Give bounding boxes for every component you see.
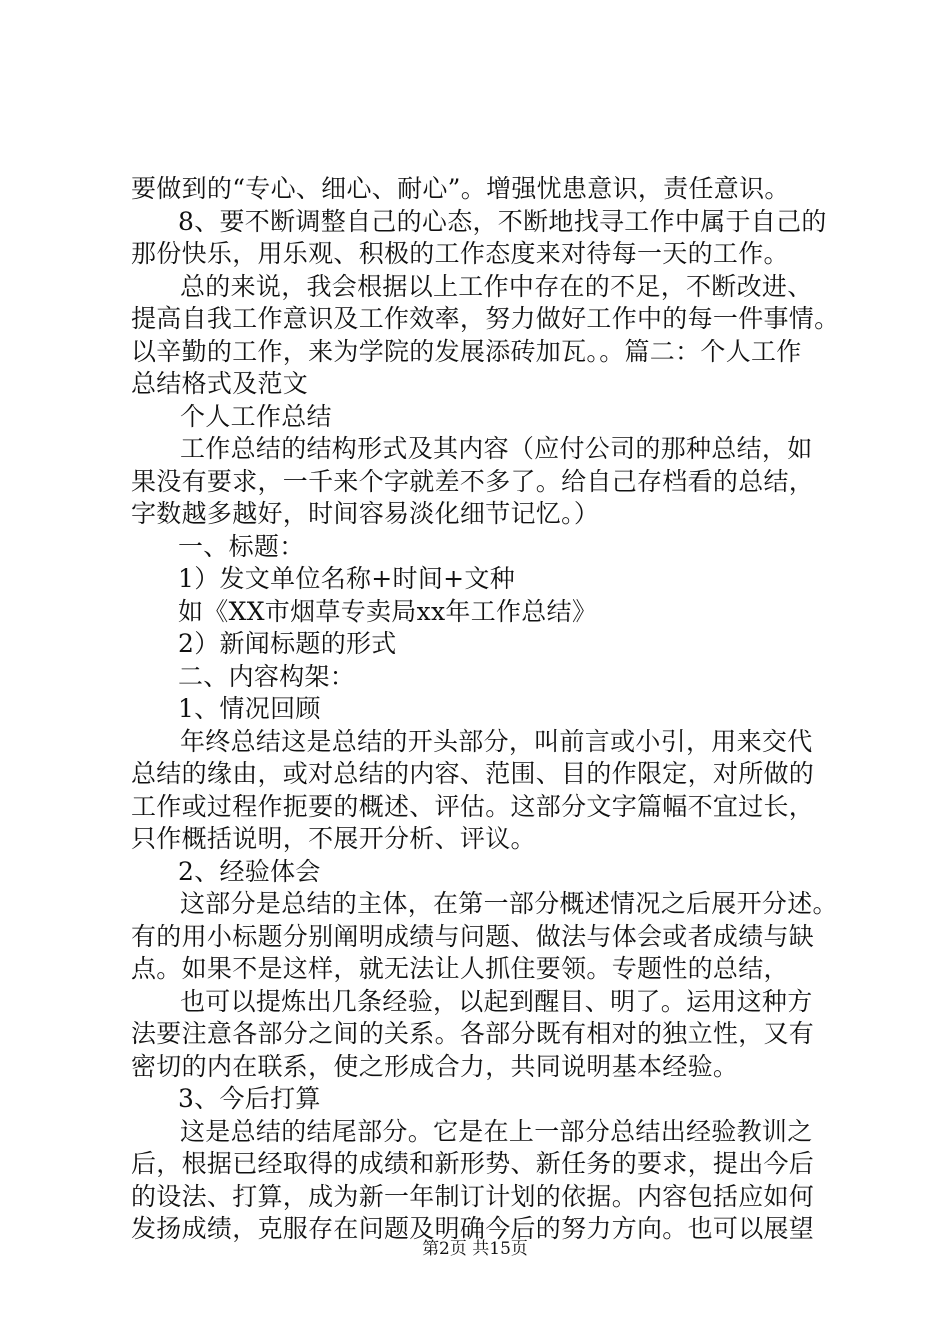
subsection-heading: 3、今后打算 [178,1084,321,1113]
text-line: 要做到的“专心、细心、耐心”。增强忧患意识，责任意识。 [131,174,790,203]
text-line: 点。如果不是这样，就无法让人抓住要领。专题性的总结， [131,954,789,983]
text-line: 字数越多越好，时间容易淡化细节记忆。） [131,499,600,528]
section-heading: 一、标题： [178,532,305,561]
text-line: 总结格式及范文 [131,369,309,398]
text-line: 工作总结的结构形式及其内容（应付公司的那种总结，如 [180,434,813,463]
text-line: 后，根据已经取得的成绩和新形势、新任务的要求，提出今后 [131,1149,815,1178]
text-line: 提高自我工作意识及工作效率，努力做好工作中的每一件事情。 [131,304,840,333]
section-heading: 二、内容构架： [178,662,356,691]
text-line: 总结的缘由，或对总结的内容、范围、目的作限定，对所做的 [131,759,815,788]
text-line: 2）新闻标题的形式 [178,629,397,658]
text-line: 的设法、打算，成为新一年制订计划的依据。内容包括应如何 [131,1182,815,1211]
text-line: 这是总结的结尾部分。它是在上一部分总结出经验教训之 [180,1117,813,1146]
page-number-footer: 第2页 共15页 [422,1239,528,1259]
subsection-heading: 1、情况回顾 [178,694,321,723]
text-line: 8、要不断调整自己的心态，不断地找寻工作中属于自己的 [178,207,827,236]
text-line: 也可以提炼出几条经验，以起到醒目、明了。运用这种方 [180,987,813,1016]
text-line: 这部分是总结的主体，在第一部分概述情况之后展开分述。 [180,889,838,918]
text-line: 年终总结这是总结的开头部分，叫前言或小引，用来交代 [180,727,813,756]
text-line: 果没有要求，一千来个字就差不多了。给自己存档看的总结， [131,467,815,496]
text-line: 1）发文单位名称+时间+文种 [178,564,516,593]
text-line: 只作概括说明，不展开分析、评议。 [131,824,536,853]
subsection-heading: 2、经验体会 [178,857,321,886]
text-line: 法要注意各部分之间的关系。各部分既有相对的独立性，又有 [131,1019,815,1048]
text-line: 工作或过程作扼要的概述、评估。这部分文字篇幅不宜过长， [131,792,815,821]
section-heading: 个人工作总结 [180,402,332,431]
text-line: 有的用小标题分别阐明成绩与问题、做法与体会或者成绩与缺 [131,922,815,951]
text-line: 密切的内在联系，使之形成合力，共同说明基本经验。 [131,1052,739,1081]
text-line: 发扬成绩，克服存在问题及明确今后的努力方向。也可以展望 [131,1214,815,1243]
text-line: 那份快乐，用乐观、积极的工作态度来对待每一天的工作。 [131,239,789,268]
text-line: 总的来说，我会根据以上工作中存在的不足，不断改进、 [180,272,813,301]
text-line: 以辛勤的工作，来为学院的发展添砖加瓦。。篇二：个人工作 [131,337,802,366]
text-line: 如《XX市烟草专卖局xx年工作总结》 [178,597,598,626]
